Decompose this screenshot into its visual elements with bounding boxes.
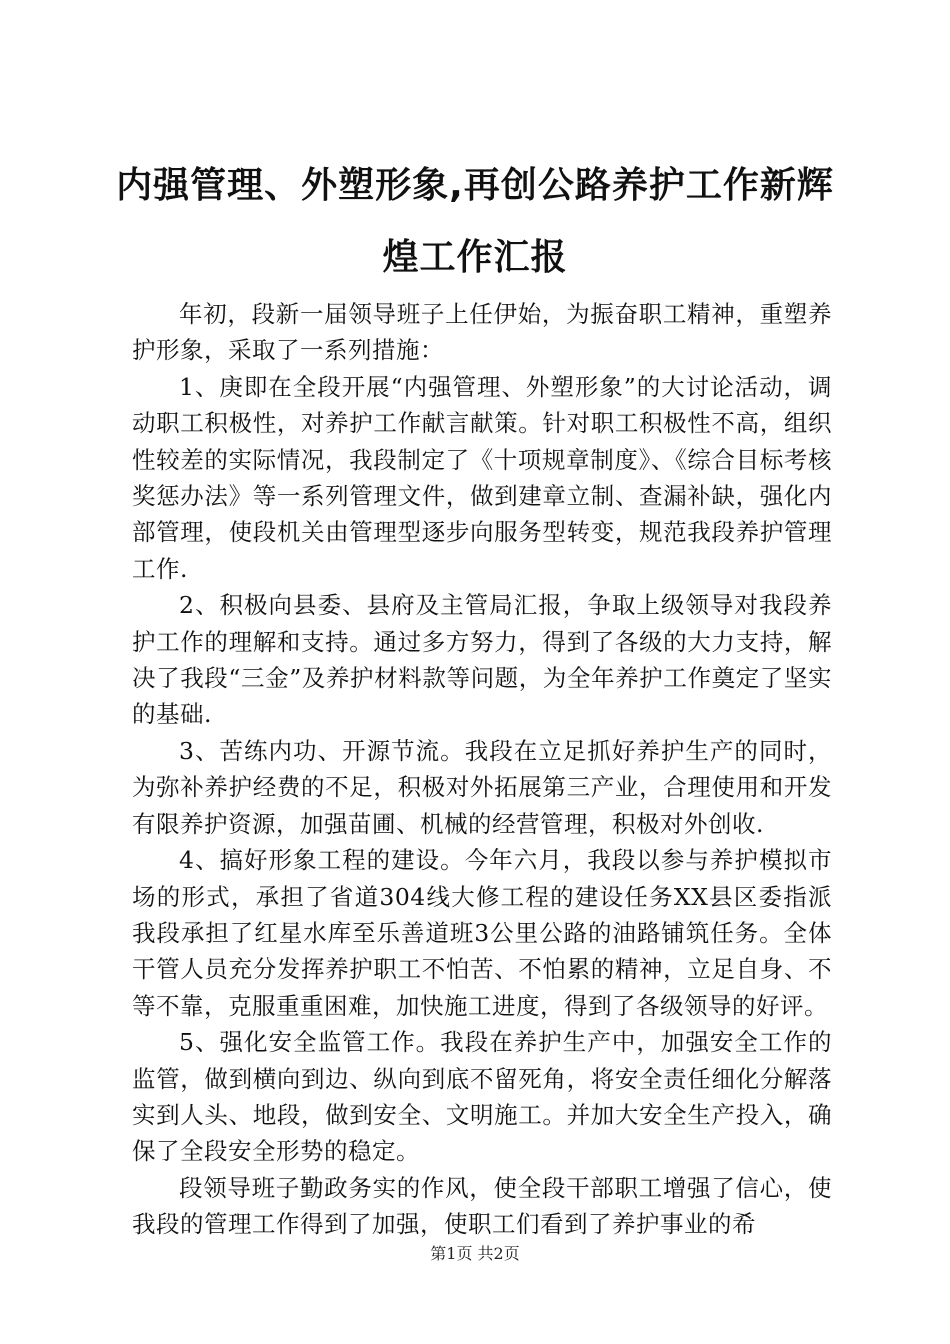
title-line-1: 内强管理、外塑形象,再创公路养护工作新辉 (116, 165, 834, 206)
document-title (100, 150, 850, 294)
title-line-2: 煌工作汇报 (382, 237, 568, 278)
page-footer: 第1页 共2页 (430, 1244, 520, 1263)
paragraph-item-3: 3、苦练内功、开源节流。我段在立足抓好养护生产的同时，为弥补养护经费的不足，积极对外拓展第三产业，合理使用和开发有限养护资源，加强苗圃、机械的经营管理，积极对外创收. (132, 736, 832, 838)
paragraph-item-5: 5、强化安全监管工作。我段在养护生产中，加强安全工作的监管，做到横向到边、纵向到底不留死角，将安全责任细化分解落实到人头、地段，做到安全、文明施工。并加大安全生产投入，确保了全段安全形势的稳定。 (132, 1028, 832, 1166)
paragraph-item-2: 2、积极向县委、县府及主管局汇报，争取上级领导对我段养护工作的理解和支持。通过多方努力，得到了各级的大力支持，解决了我段“三金”及养护材料款等问题，为全年养护工作奠定了坚实的基础. (132, 591, 832, 729)
paragraph-item-4: 4、搞好形象工程的建设。今年六月，我段以参与养护模拟市场的形式，承担了省道304线大修工程的建设任务XX县区委指派我段承担了红星水库至乐善道班3公里公路的油路铺筑任务。全体干管人员充分发挥养护职工不怕苦、不怕累的精神，立足自身、不等不靠，克服重重困难，加快施工进度，得到了各级领导的好评。 (132, 846, 832, 1020)
document-body (132, 296, 832, 1243)
paragraph-conclusion: 段领导班子勤政务实的作风，使全段干部职工增强了信心，使我段的管理工作得到了加强，使职工们看到了养护事业的希 (132, 1173, 832, 1239)
paragraph-item-1: 1、庚即在全段开展“内强管理、外塑形象”的大讨论活动，调动职工积极性，对养护工作献言献策。针对职工积极性不高，组织性较差的实际情况，我段制定了《十项规章制度》、《综合目标考核奖惩办法》等一系列管理文件，做到建章立制、查漏补缺，强化内部管理，使段机关由管理型逐步向服务型转变，规范我段养护管理工作. (132, 372, 832, 583)
paragraph-intro: 年初，段新一届领导班子上任伊始，为振奋职工精神，重塑养护形象，采取了一系列措施： (132, 300, 832, 365)
